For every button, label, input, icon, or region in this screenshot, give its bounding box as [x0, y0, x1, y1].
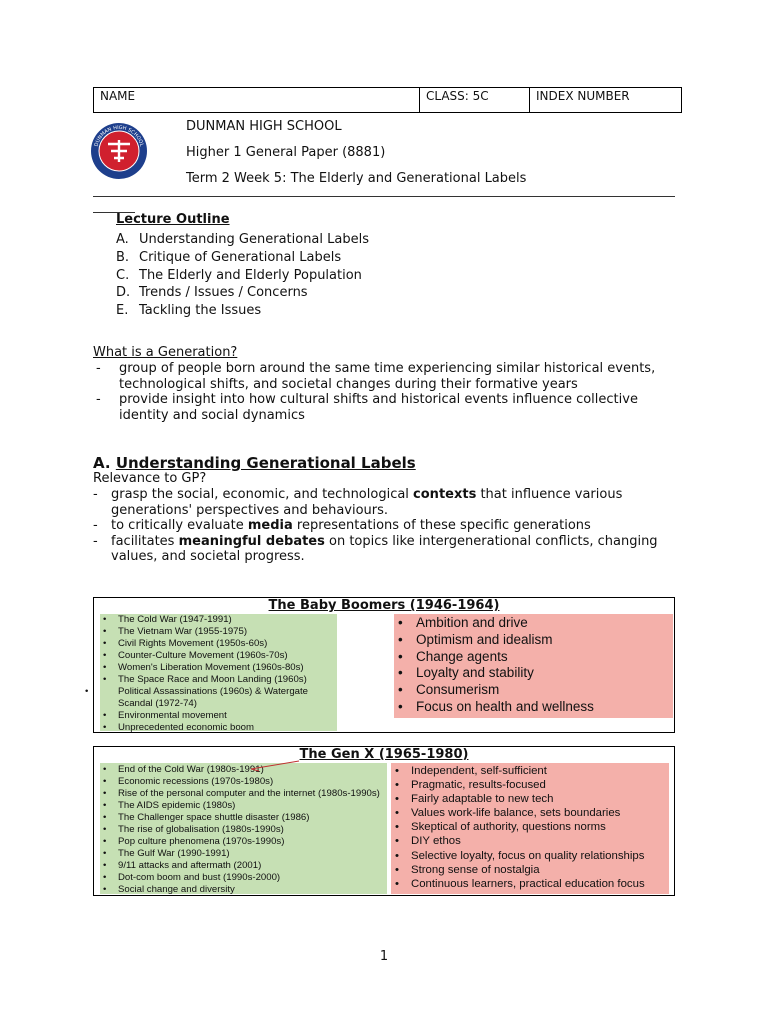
boomers-traits-list [394, 614, 673, 716]
list-item: • Civil Rights Movement (1950s-60s) [100, 638, 337, 650]
gen-x-box [93, 746, 675, 896]
list-item: • Focus on health and wellness [394, 699, 673, 716]
relevance-question: Relevance to GP? [93, 471, 207, 486]
list-item: • Unprecedented economic boom [100, 722, 337, 734]
logo-text: DUNMAN HIGH SCHOOL [93, 124, 145, 148]
list-item: • Pragmatic, results-focused [391, 778, 669, 792]
list-item: - group of people born around the same time experiencing similar historical events, technological shifts, and societal changes during their formative years [96, 361, 656, 392]
boomers-events-list [100, 614, 337, 734]
student-info-table [93, 87, 682, 113]
list-item: • Selective loyalty, focus on quality relationships [391, 849, 669, 863]
school-info [186, 114, 526, 192]
list-item: • Women's Liberation Movement (1960s-80s) [100, 662, 337, 674]
generation-question: What is a Generation? [93, 345, 238, 360]
list-item: • Skeptical of authority, questions norms [391, 820, 669, 834]
list-item: • Dot-com boom and bust (1990s-2000) [100, 872, 387, 884]
list-item: • The rise of globalisation (1980s-1990s) [100, 824, 387, 836]
list-item: • Continuous learners, practical education focus [391, 877, 669, 891]
list-item: • 9/11 attacks and aftermath (2001) [100, 860, 387, 872]
list-item: • The Vietnam War (1955-1975) [100, 626, 337, 638]
list-item: E. Tackling the Issues [116, 303, 262, 319]
list-item: • Social change and diversity [100, 884, 387, 894]
course-title: Higher 1 General Paper (8881) [186, 145, 386, 160]
list-item: • Counter-Culture Movement (1960s-70s) [100, 650, 337, 662]
name-field[interactable]: NAME [94, 88, 420, 112]
gen-x-title: The Gen X (1965-1980) [299, 747, 469, 762]
list-item: • Strong sense of nostalgia [391, 863, 669, 877]
relevance-list [93, 487, 673, 565]
annotation-mark [249, 759, 309, 773]
genx-traits-list [391, 763, 669, 891]
list-item: • The Gulf War (1990-1991) [100, 848, 387, 860]
list-item: A. Understanding Generational Labels [116, 232, 369, 247]
list-item: • Economic recessions (1970s-1980s) [100, 776, 387, 788]
list-item: • Independent, self-sufficient [391, 764, 669, 778]
list-item: - facilitates meaningful debates on topics like intergenerational conflicts, changing values, and societal progress. [93, 533, 658, 565]
list-item: • Loyalty and stability [394, 665, 673, 682]
lecture-outline-title: Lecture Outline [116, 212, 230, 227]
genx-traits-panel [391, 763, 669, 894]
list-item: • Ambition and drive [394, 615, 673, 632]
list-item: • The Space Race and Moon Landing (1960s) [100, 674, 337, 686]
list-item: - provide insight into how cultural shifts and historical events influence collective identity and social dynamics [96, 392, 638, 423]
list-item: • Pop culture phenomena (1970s-1990s) [100, 836, 387, 848]
page-number: 1 [379, 949, 389, 964]
list-item: • Values work-life balance, sets boundaries [391, 806, 669, 820]
index-number-field[interactable]: INDEX NUMBER [536, 89, 630, 103]
genx-events-list [100, 763, 387, 894]
list-item: • Optimism and idealism [394, 632, 673, 649]
list-item: • Environmental movement [100, 710, 337, 722]
list-item: • The Cold War (1947-1991) [100, 614, 337, 626]
list-item: • Change agents [394, 649, 673, 666]
divider [93, 196, 675, 197]
generation-definition-list [93, 361, 673, 423]
list-item: D. Trends / Issues / Concerns [116, 285, 308, 301]
list-item: - grasp the social, economic, and technological contexts that influence various generations' perspectives and behaviours. [93, 487, 623, 518]
list-item: • DIY ethos [391, 834, 669, 848]
term-title: Term 2 Week 5: The Elderly and Generational Labels [186, 171, 527, 186]
list-item: B. Critique of Generational Labels [116, 249, 342, 265]
list-item: • End of the Cold War (1980s-1991) [100, 764, 387, 776]
list-item: • Fairly adaptable to new tech [391, 792, 669, 806]
school-name: DUNMAN HIGH SCHOOL [186, 119, 342, 134]
class-field: CLASS: 5C [420, 88, 530, 112]
baby-boomers-title: The Baby Boomers (1946-1964) [268, 598, 500, 613]
list-item: • Rise of the personal computer and the internet (1980s-1990s) [100, 788, 387, 800]
section-a-heading: A. Understanding Generational Labels [93, 454, 416, 472]
baby-boomers-box [93, 597, 675, 733]
list-item: • Political Assassinations (1960s) & Watergate Scandal (1972-74) [100, 686, 337, 710]
school-logo [89, 122, 149, 180]
boomers-events-panel [100, 614, 337, 731]
list-item: • Consumerism [394, 682, 673, 699]
list-item: • The AIDS epidemic (1980s) [100, 800, 387, 812]
list-item: - to critically evaluate media representations of these specific generations [93, 518, 591, 534]
boomers-traits-panel [394, 614, 673, 718]
lecture-outline-list [116, 231, 369, 320]
list-item: C. The Elderly and Elderly Population [116, 267, 362, 283]
genx-events-panel [100, 763, 387, 894]
list-item: • The Challenger space shuttle disaster (1986) [100, 812, 387, 824]
